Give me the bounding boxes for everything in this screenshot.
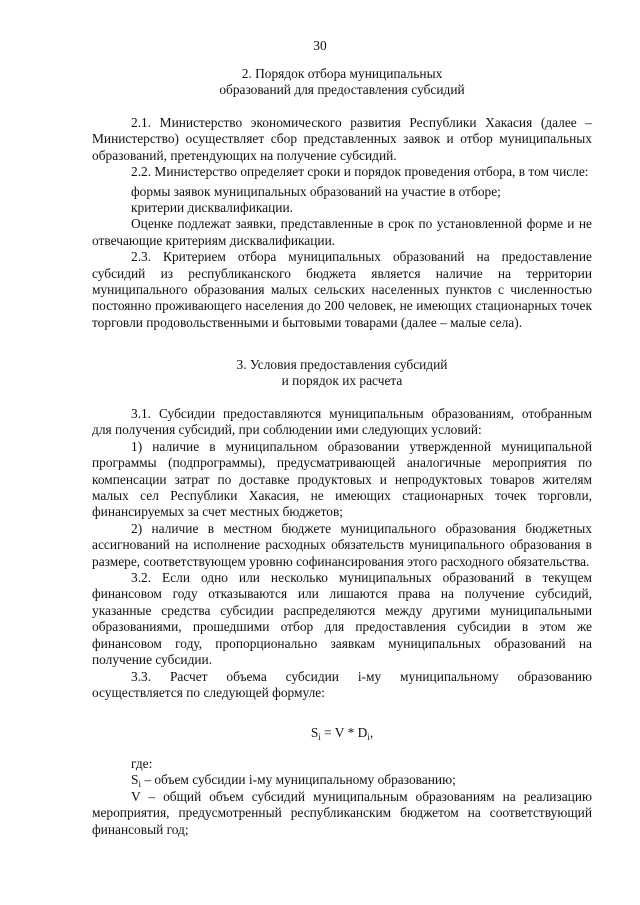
section-3-title-line-2: и порядок их расчета: [281, 373, 403, 389]
definition-s-text: – объем субсидии i-му муниципальному образованию;: [140, 772, 456, 788]
formula-sub-i2: i: [367, 732, 370, 742]
paragraph-3-2: 3.2. Если одно или несколько муниципальных образований в текущем финансовом году отказываются или лишаются права на получение субсидий, указанные средства субсидии распределяются между другими муниципальными образованиями, прошедшими отбор для предоставления субсидии в этом же финансовом году, пропорционально заявкам муниципальных образований на получение субсидии.: [92, 570, 592, 668]
paragraph-2-3: 2.3. Критерием отбора муниципальных образований на предоставление субсидий из республиканского бюджета является наличие на территории муниципального образования малых сельских населенных пунктов с численностью постоянно проживающего населения до 200 человек, не имеющих стационарных точек торговли продовольственными и бытовыми товарами (далее – малые села).: [92, 249, 592, 330]
page-number: 30: [313, 38, 327, 53]
formula-end: ,: [369, 725, 374, 740]
formula-mid: = V * D: [320, 725, 368, 740]
formula-sub-i: i: [318, 732, 321, 742]
section-2-title-line-2: образований для предоставления субсидий: [219, 82, 465, 98]
section-3-heading: [92, 357, 592, 390]
definition-v: V – общий объем субсидий муниципальным образованиям на реализацию мероприятия, предусмотренный республиканским бюджетом на соответствующий финансовый год;: [92, 788, 592, 837]
where-label: где:: [131, 756, 153, 771]
section-2-heading: [92, 66, 592, 99]
definition-s-symbol: S: [131, 772, 139, 788]
section-3-body: [92, 406, 592, 701]
section-2-body: [92, 115, 592, 331]
definition-s: [92, 772, 592, 788]
paragraph-2-1: 2.1. Министерство экономического развития Республики Хакасия (далее – Министерство) осуществляет сбор представленных заявок и отбор муниципальных образований, претендующих на получение субсидий.: [92, 115, 592, 163]
paragraph-3-3: 3.3. Расчет объема субсидии i-му муниципальному образованию осуществляется по следующей формуле:: [92, 668, 592, 700]
section-2-title-line-1: 2. Порядок отбора муниципальных: [241, 66, 443, 81]
list-item-forms: формы заявок муниципальных образований на участие в отборе;: [131, 183, 501, 199]
paragraph-3-1: 3.1. Субсидии предоставляются муниципальным образованиям, отобранным для получения субсидий, при соблюдении ими следующих условий:: [92, 406, 592, 438]
definition-s-sub: i: [138, 779, 141, 790]
paragraph-evaluation: Оценке подлежат заявки, представленные в срок по установленной форме и не отвечающие критериям дисквалификации.: [92, 216, 592, 248]
section-3-title-line-1: 3. Условия предоставления субсидий: [236, 357, 448, 372]
paragraph-2-2: 2.2. Министерство определяет сроки и порядок проведения отбора, в том числе:: [131, 164, 589, 180]
formula: [92, 725, 592, 741]
definitions-block: [92, 756, 592, 838]
condition-1: 1) наличие в муниципальном образовании утвержденной муниципальной программы (подпрограммы), предусматривающей аналогичные мероприятия по компенсации затрат по доставке продуктовых и непродуктовых товаров жителям малых сел Республики Хакасия, не имеющих стационарных точек торговли, финансируемых за счет местных бюджетов;: [92, 438, 592, 520]
list-item-criteria: критерии дисквалификации.: [131, 200, 293, 216]
formula-block: [92, 725, 592, 741]
condition-2: 2) наличие в местном бюджете муниципального образования бюджетных ассигнований на исполнение расходных обязательств муниципального образования в размере, соответствующем уровню софинансирования этого расходного обязательства.: [92, 520, 592, 569]
formula-s: S: [310, 725, 319, 740]
